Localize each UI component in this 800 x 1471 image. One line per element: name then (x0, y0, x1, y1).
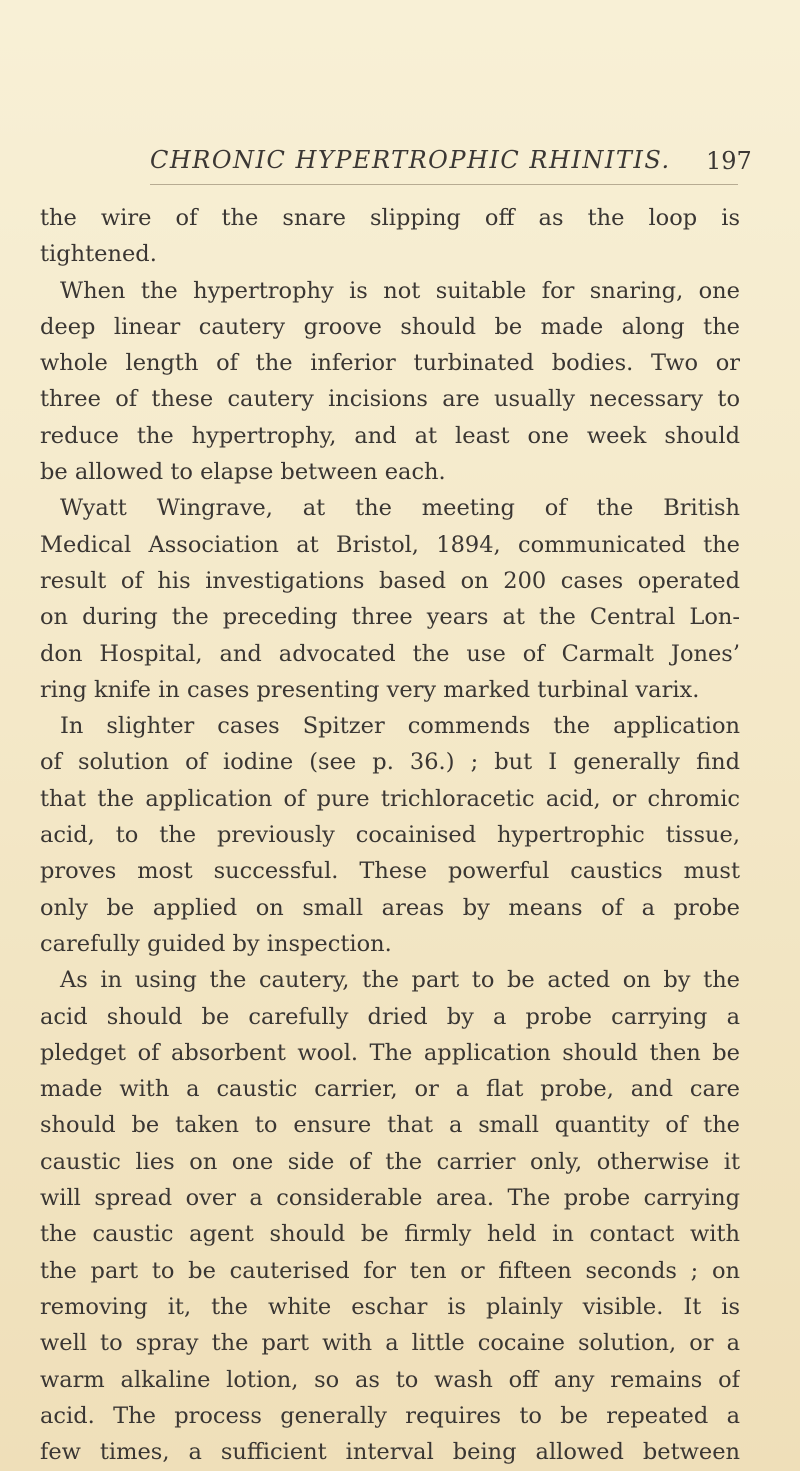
header-rule (150, 184, 738, 185)
text-line: acid, to the previously cocainised hypertrophic tissue, (40, 822, 740, 849)
text-line: that the application of pure trichloracetic acid, or chromic (40, 785, 740, 812)
text-line: only be applied on small areas by means of a probe (40, 894, 740, 921)
text-line: few times, a sufficient interval being allowed between (40, 1439, 740, 1466)
text-line: carefully guided by inspection. (40, 930, 392, 957)
page-number: 197 (706, 147, 752, 175)
body-text (40, 200, 740, 1470)
text-line: caustic lies on one side of the carrier only, otherwise it (40, 1148, 740, 1175)
text-line: As in using the cautery, the part to be acted on by the (60, 967, 740, 994)
text-line: Medical Association at Bristol, 1894, communicated the (40, 531, 740, 558)
text-line: ring knife in cases presenting very marked turbinal varix. (40, 676, 700, 703)
text-line: of solution of iodine (see p. 36.) ; but I generally find (40, 749, 740, 776)
text-line: result of his investigations based on 200 cases operated (40, 567, 740, 594)
text-line: on during the preceding three years at the Central Lon- (40, 604, 740, 631)
text-line: should be taken to ensure that a small quantity of the (40, 1112, 740, 1139)
text-line: In slighter cases Spitzer commends the application (60, 713, 740, 740)
text-line: will spread over a considerable area. The probe carrying (40, 1185, 740, 1212)
text-line: three of these cautery incisions are usually necessary to (40, 386, 740, 413)
text-line: acid. The process generally requires to be repeated a (40, 1402, 740, 1429)
text-line: the wire of the snare slipping off as the loop is (40, 205, 740, 231)
text-line: don Hospital, and advocated the use of Carmalt Jones’ (40, 640, 740, 667)
text-line: Wyatt Wingrave, at the meeting of the British (60, 495, 740, 522)
text-line: the part to be cauterised for ten or fifteen seconds ; on (40, 1257, 740, 1284)
text-line: well to spray the part with a little cocaine solution, or a (40, 1330, 740, 1357)
running-head (0, 146, 800, 186)
text-line: tightened. (40, 241, 157, 268)
text-line: whole length of the inferior turbinated bodies. Two or (40, 350, 740, 377)
text-line: reduce the hypertrophy, and at least one week should (40, 422, 740, 449)
text-line: deep linear cautery groove should be made along the (40, 313, 740, 340)
text-line: pledget of absorbent wool. The application should then be (40, 1039, 740, 1066)
text-line: warm alkaline lotion, so as to wash off any remains of (40, 1366, 740, 1393)
running-title: CHRONIC HYPERTROPHIC RHINITIS. (150, 146, 671, 174)
text-line: When the hypertrophy is not suitable for snaring, one (60, 277, 740, 304)
text-line: proves most successful. These powerful caustics must (40, 858, 740, 885)
text-line: removing it, the white eschar is plainly visible. It is (40, 1293, 740, 1320)
text-line: acid should be carefully dried by a probe carrying a (40, 1003, 740, 1030)
text-line: made with a caustic carrier, or a flat probe, and care (40, 1076, 740, 1103)
text-line: the caustic agent should be firmly held in contact with (40, 1221, 740, 1248)
text-line: be allowed to elapse between each. (40, 459, 446, 486)
